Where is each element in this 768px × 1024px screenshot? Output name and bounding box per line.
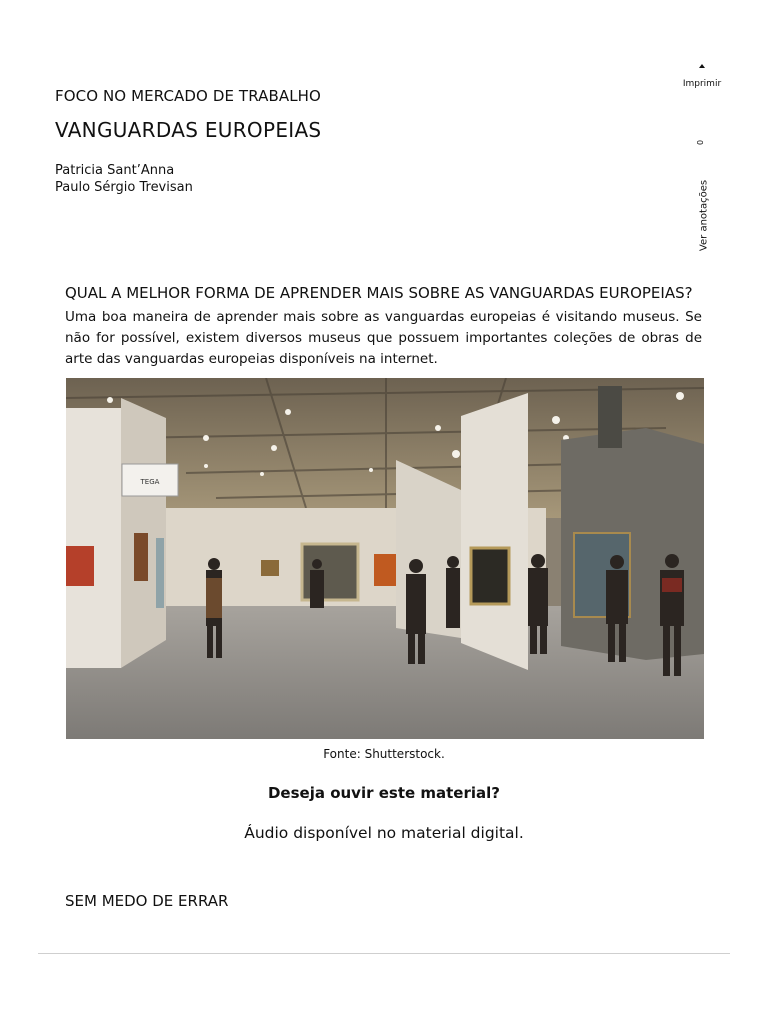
caret-up-icon [699,64,705,68]
view-notes-link[interactable]: Ver anotações [698,179,710,252]
next-section-heading: SEM MEDO DE ERRAR [65,892,229,910]
body-paragraph: Uma boa maneira de aprender mais sobre as vanguardas europeias é visitando museus. Se não for possível, existem diversos museus que possuem importantes coleções de obras de arte das vanguardas europeias disponíveis na internet. [65,309,702,367]
print-label: Imprimir [682,79,722,89]
divider [38,953,730,954]
audio-availability-text: Áudio disponível no material digital. [244,824,524,842]
author-name: Paulo Sérgio Trevisan [55,180,193,195]
notes-count: 0 [696,139,706,146]
page-title: VANGUARDAS EUROPEIAS [55,118,322,142]
author-name: Patricia Sant’Anna [55,163,175,178]
section-heading: QUAL A MELHOR FORMA DE APRENDER MAIS SOBRE AS VANGUARDAS EUROPEIAS? [65,284,693,302]
audio-question: Deseja ouvir este material? [267,784,500,802]
gallery-photo [66,378,704,739]
author-list [55,162,193,196]
figure-caption: Fonte: Shutterstock. [323,747,445,761]
print-button[interactable] [678,64,726,90]
wall-sign-text: TEGA [140,478,160,486]
section-kicker: FOCO NO MERCADO DE TRABALHO [55,87,321,105]
